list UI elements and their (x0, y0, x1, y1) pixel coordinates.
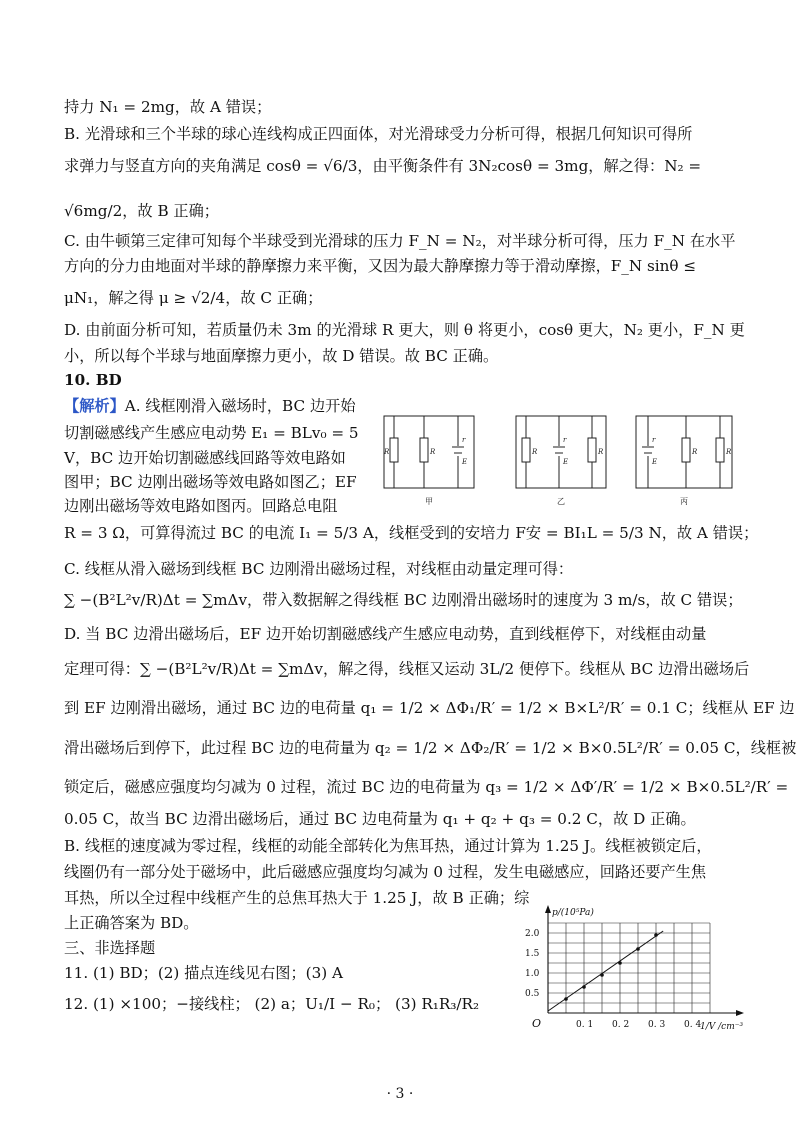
y-tick-label: 2.0 (525, 929, 540, 939)
text-line: μN₁，解之得 μ ≥ √2/4，故 C 正确； (64, 289, 323, 307)
text-line: √6mg/2，故 B 正确； (64, 202, 219, 220)
resistor-label: R (726, 448, 732, 456)
text-line: 耳热，所以全过程中线框产生的总焦耳热大于 1.25 J，故 B 正确；综 (64, 889, 530, 907)
text-line: C. 由牛顿第三定律可知每个半球受到光滑球的压力 F_N = N₂，对半球分析可得，压力 F_N 在水平 (64, 232, 736, 250)
equivalent-circuits-diagram (380, 412, 740, 512)
y-axis-label: p/(10⁵Pa) (552, 908, 594, 918)
data-point (600, 973, 604, 977)
q10-left-line: 图甲；BC 边刚出磁场等效电路如图乙；EF (64, 473, 357, 491)
y-axis-arrow-icon (545, 905, 551, 913)
q10-left-text: A. 线框刚滑入磁场时，BC 边开始 (124, 397, 356, 415)
circuit-caption-yi: 乙 (557, 497, 565, 506)
page-number: · 3 · (386, 1086, 414, 1102)
x-axis-label: 1/V /cm⁻³ (700, 1022, 744, 1032)
x-tick-label: 0. 4 (684, 1020, 702, 1030)
text-line: ∑ −(B²L²v/R)Δt = ∑mΔv，带入数据解之得线框 BC 边刚滑出磁场时的速度为 3 m/s，故 C 错误； (64, 591, 743, 609)
q10-left-line: V，BC 边开始切割磁感线回路等效电路如 (64, 449, 346, 467)
analysis-tag: 【解析】 (64, 397, 125, 415)
text-line: D. 由前面分析可知，若质量仍未 3m 的光滑球 R 更大，则 θ 将更小，cosθ 更大，N₂ 更小，F_N 更 (64, 321, 745, 339)
resistor-label: R (598, 448, 604, 456)
circuit-caption-bing: 丙 (680, 497, 688, 506)
y-tick-label: 1.0 (525, 969, 540, 979)
x-tick-label: 0. 1 (576, 1020, 594, 1030)
text-line: 滑出磁场后到停下，此过程 BC 边的电荷量为 q₂ = 1/2 × ΔΦ₂/R′ = 1/2 × B×0.5L²/R′ = 0.05 C，线框被 (64, 739, 797, 757)
text-line: 定理可得：∑ −(B²L²v/R)Δt = ∑mΔv，解之得，线框又运动 3L/2 便停下。线框从 BC 边滑出磁场后 (64, 660, 750, 678)
text-line: B. 光滑球和三个半球的球心连线构成正四面体，对光滑球受力分析可得，根据几何知识可得所 (64, 125, 693, 143)
emf-label: E (563, 458, 569, 466)
internal-resistance-label: r (563, 436, 567, 444)
resistor-label: R (430, 448, 436, 456)
text-line: D. 当 BC 边滑出磁场后，EF 边开始切割磁感线产生感应电动势，直到线框停下，对线框由动量 (64, 625, 707, 643)
origin-label: O (532, 1017, 542, 1030)
resistor-label: R (532, 448, 538, 456)
text-line: 0.05 C，故当 BC 边滑出磁场后，通过 BC 边电荷量为 q₁ + q₂ + q₃ = 0.2 C，故 D 正确。 (64, 810, 696, 828)
emf-label: E (462, 458, 468, 466)
q10-left-line: 边刚出磁场等效电路如图丙。回路总电阻 (64, 497, 338, 515)
data-point (564, 997, 568, 1001)
text-line: B. 线框的速度减为零过程，线框的动能全部转化为焦耳热，通过计算为 1.25 J。线框被锁定后， (64, 837, 712, 855)
internal-resistance-label: r (652, 436, 656, 444)
circuit-caption-jia: 甲 (425, 497, 433, 506)
text-line: 线圈仍有一部分处于磁场中，此后磁感应强度均匀减为 0 过程，发生电磁感应，回路还要产生焦 (64, 863, 707, 881)
x-axis-arrow-icon (736, 1010, 744, 1016)
x-tick-label: 0. 2 (612, 1020, 630, 1030)
x-tick-label: 0. 3 (648, 1020, 666, 1030)
text-line: 锁定后，磁感应强度均匀减为 0 过程，流过 BC 边的电荷量为 q₃ = 1/2 × ΔΦ′/R′ = 1/2 × B×0.5L²/R′ = (64, 778, 789, 796)
emf-label: E (652, 458, 658, 466)
pressure-volume-graph (520, 905, 750, 1040)
data-point (636, 947, 640, 951)
answer-11: 11. (1) BD；(2) 描点连线见右图；(3) A (64, 964, 343, 982)
section-heading: 三、非选择题 (64, 939, 156, 957)
data-point (618, 961, 622, 965)
text-line: 小，所以每个半球与地面摩擦力更小，故 D 错误。故 BC 正确。 (64, 347, 499, 365)
q10-left-line: 切割磁感线产生感应电动势 E₁ = BLv₀ = 5 (64, 424, 359, 442)
answer-12: 12. (1) ×100；−接线柱； (2) a；U₁/I − R₀； (3) R₁R₃/R₂ (64, 995, 480, 1013)
text-line: 上正确答案为 BD。 (64, 914, 199, 932)
internal-resistance-label: r (462, 436, 466, 444)
text-line: 持力 N₁ = 2mg，故 A 错误； (64, 98, 272, 116)
text-line: 到 EF 边刚滑出磁场，通过 BC 边的电荷量 q₁ = 1/2 × ΔΦ₁/R′ = 1/2 × B×L²/R′ = 0.1 C；线框从 EF 边 (64, 699, 795, 717)
q10-left-line (64, 396, 374, 416)
text-line: 求弹力与竖直方向的夹角满足 cosθ = √6/3，由平衡条件有 3N₂cosθ = 3mg，解之得：N₂ = (64, 157, 702, 175)
y-tick-label: 1.5 (525, 949, 540, 959)
data-point (654, 933, 658, 937)
text-line: 方向的分力由地面对半球的静摩擦力来平衡，又因为最大静摩擦力等于滑动摩擦，F_N sinθ ≤ (64, 257, 697, 275)
question-10-header: 10. BD (64, 371, 122, 389)
y-tick-label: 0.5 (525, 989, 540, 999)
resistor-label: R (384, 448, 390, 456)
text-line: R = 3 Ω，可算得流过 BC 的电流 I₁ = 5/3 A，线框受到的安培力 F安 = BI₁L = 5/3 N，故 A 错误； (64, 524, 759, 542)
resistor-label: R (692, 448, 698, 456)
data-point (582, 985, 586, 989)
text-line: C. 线框从滑入磁场到线框 BC 边刚滑出磁场过程，对线框由动量定理可得： (64, 560, 574, 578)
